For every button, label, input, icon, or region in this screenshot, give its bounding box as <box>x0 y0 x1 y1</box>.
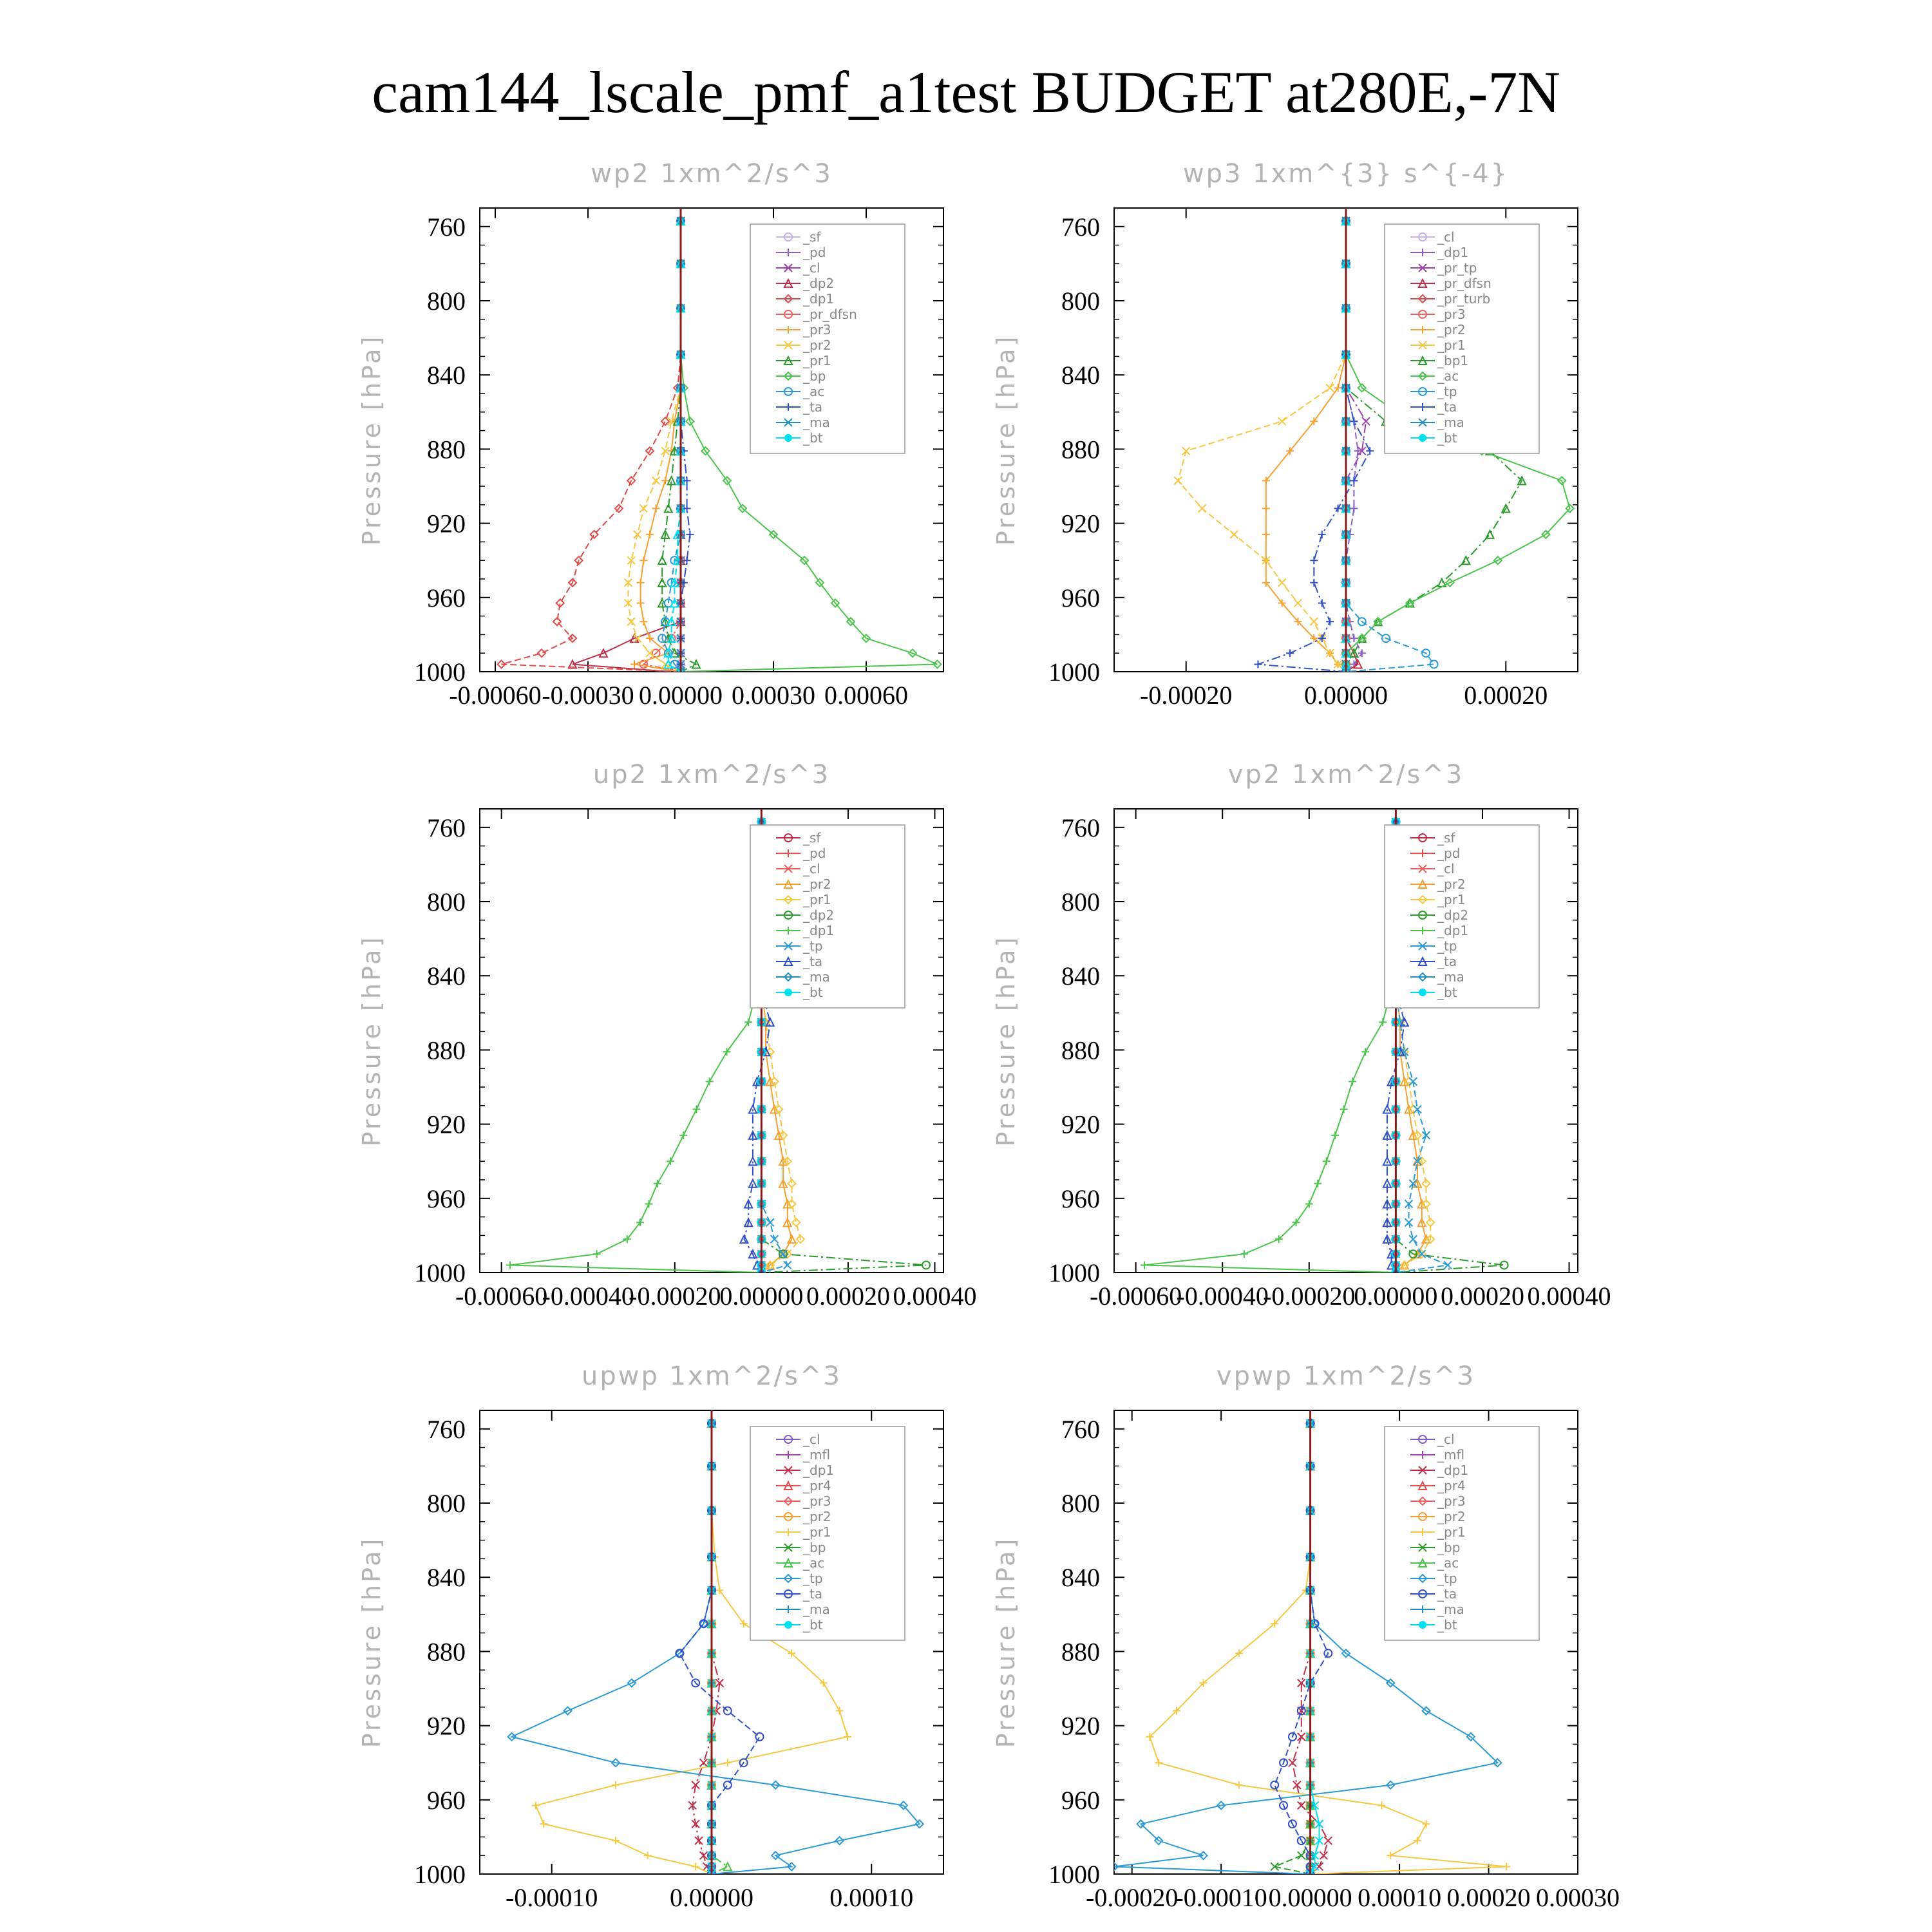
y-tick-label: 800 <box>427 887 466 916</box>
y-tick-label: 800 <box>1061 287 1100 316</box>
series-marker <box>652 505 660 513</box>
series-marker <box>724 1781 732 1789</box>
series-marker <box>755 1733 763 1741</box>
y-tick-label: 1000 <box>414 658 466 687</box>
series-marker <box>593 1250 601 1258</box>
legend-label: _cl <box>803 260 820 276</box>
legend-label: _pr1 <box>803 892 831 907</box>
y-tick-label: 960 <box>1061 1785 1100 1815</box>
series-marker <box>1444 1261 1452 1269</box>
x-tick-label: 0.00020 <box>1446 1883 1531 1912</box>
series-marker <box>1324 1837 1332 1844</box>
series-marker <box>637 599 645 607</box>
series-line-dp1 <box>510 822 761 1273</box>
series-line-pr3 <box>634 221 681 672</box>
series-marker <box>1230 531 1238 538</box>
legend-label: _pr_dfsn <box>803 307 857 322</box>
series-marker <box>692 1106 700 1113</box>
legend-label: _pr2 <box>1437 876 1466 892</box>
series-marker <box>1155 1759 1162 1766</box>
y-tick-label: 960 <box>427 1785 466 1815</box>
series-marker <box>1340 1106 1348 1113</box>
series-marker <box>1334 505 1342 513</box>
series-marker <box>1409 1235 1417 1243</box>
y-axis-label: Pressure [hPa] <box>357 334 386 546</box>
series-marker <box>1366 447 1374 455</box>
figure-title: cam144_lscale_pmf_a1test BUDGET at280E,-7N <box>372 59 1560 125</box>
chart-panel <box>357 760 977 1311</box>
series-marker <box>1361 1048 1369 1056</box>
legend-label: _ta <box>1437 399 1457 415</box>
legend-label: _ac <box>803 384 825 399</box>
x-tick-label: 0.00000 <box>639 681 723 710</box>
legend-label: _tp <box>1437 1571 1457 1586</box>
series-marker <box>706 1077 714 1085</box>
legend-label: _cl <box>1437 229 1455 245</box>
x-tick-label: 0.00000 <box>1354 1282 1438 1311</box>
x-tick-label: -0.00020 <box>1140 681 1233 710</box>
y-tick-label: 880 <box>427 435 466 464</box>
y-tick-label: 920 <box>427 1110 466 1139</box>
chart-panel <box>357 1361 943 1912</box>
y-tick-label: 880 <box>1061 1637 1100 1667</box>
series-marker <box>692 1862 699 1870</box>
y-tick-label: 920 <box>427 1711 466 1741</box>
series-marker <box>1383 1157 1391 1165</box>
legend-label: _cl <box>1437 861 1455 876</box>
series-marker <box>1294 599 1302 607</box>
series-marker <box>1305 1200 1313 1208</box>
legend-label: _ma <box>1437 969 1464 985</box>
y-tick-label: 1000 <box>414 1258 466 1287</box>
series-marker <box>667 1157 674 1165</box>
legend-label: _ma <box>803 415 830 430</box>
panel-title: vp2 1xm^2/s^3 <box>1227 760 1464 790</box>
y-tick-label: 800 <box>427 287 466 316</box>
legend-label: _pd <box>803 245 826 260</box>
y-tick-label: 840 <box>1061 1563 1100 1593</box>
legend-label: _ma <box>1437 415 1464 430</box>
series-marker <box>532 1801 540 1809</box>
legend-label: _pr2 <box>1437 1509 1466 1524</box>
x-tick-label: -0.00020 <box>1263 1282 1356 1311</box>
legend-label: _bp1 <box>1437 353 1469 368</box>
series-marker <box>771 1235 779 1243</box>
series-marker <box>1326 384 1334 392</box>
y-axis-label: Pressure [hPa] <box>357 1536 386 1748</box>
series-marker <box>784 1261 791 1269</box>
x-tick-label: 0.00030 <box>732 681 815 710</box>
series-marker <box>1314 1180 1321 1188</box>
legend-label: _pr2 <box>803 337 831 353</box>
legend-label: _bp <box>1437 1540 1461 1555</box>
y-tick-label: 880 <box>1061 435 1100 464</box>
x-tick-label: -0.00040 <box>1176 1282 1269 1311</box>
legend-label: _ta <box>1437 954 1457 969</box>
series-marker <box>724 1759 732 1766</box>
x-tick-label: 0.00020 <box>1440 1282 1524 1311</box>
x-tick-label: 0.00020 <box>1464 681 1548 710</box>
legend-label: _pr3 <box>1437 1493 1466 1509</box>
y-tick-label: 1000 <box>1048 1860 1100 1889</box>
legend-label: _bt <box>803 1617 823 1633</box>
y-axis-label: Pressure [hPa] <box>357 934 386 1147</box>
legend-label: _bt <box>803 985 823 1000</box>
y-tick-label: 920 <box>1061 509 1100 538</box>
series-marker <box>1350 634 1358 642</box>
series-marker <box>1318 599 1326 607</box>
y-tick-label: 760 <box>427 212 466 242</box>
legend-label: _ac <box>1437 368 1459 384</box>
series-line-ta <box>1258 221 1370 672</box>
legend-label: _cl <box>803 861 820 876</box>
legend-label: _bp <box>803 1540 826 1555</box>
series-marker <box>1271 1781 1278 1789</box>
legend-label: _mfl <box>1437 1447 1465 1463</box>
legend-label: _tp <box>1437 938 1457 954</box>
legend-label: _ma <box>803 1602 830 1617</box>
x-tick-label: 0.00060 <box>824 681 908 710</box>
legend-label: _sf <box>803 830 821 846</box>
series-marker <box>645 1200 652 1208</box>
series-marker <box>1262 531 1270 538</box>
series-marker <box>1486 531 1493 538</box>
y-tick-label: 760 <box>1061 1414 1100 1444</box>
legend-label: _dp1 <box>803 291 835 307</box>
series-marker <box>1174 477 1182 484</box>
legend-label: _pr1 <box>803 1524 831 1540</box>
series-marker <box>766 1218 774 1226</box>
x-tick-label: 0.00040 <box>893 1282 977 1311</box>
y-tick-label: 800 <box>427 1489 466 1518</box>
y-tick-label: 880 <box>1061 1036 1100 1065</box>
y-tick-label: 760 <box>1061 813 1100 842</box>
series-marker <box>1240 1250 1248 1258</box>
panel-title: up2 1xm^2/s^3 <box>592 760 831 790</box>
series-marker <box>1414 1837 1421 1844</box>
x-tick-label: -0.00040 <box>542 1282 634 1311</box>
series-marker <box>654 1180 661 1188</box>
y-tick-label: 960 <box>1061 583 1100 612</box>
panel-title: upwp 1xm^2/s^3 <box>582 1361 842 1391</box>
legend-label: _dp2 <box>803 276 835 291</box>
legend-label: _cl <box>803 1432 820 1447</box>
x-tick-label: 0.00000 <box>1268 1883 1352 1912</box>
series-marker <box>612 1837 620 1844</box>
series-marker <box>1378 1801 1385 1809</box>
x-tick-label: 0.00010 <box>829 1883 914 1912</box>
series-marker <box>612 1781 620 1789</box>
y-tick-label: 840 <box>1061 961 1100 991</box>
legend-marker <box>1419 989 1426 996</box>
legend-label: _ta <box>803 954 823 969</box>
legend-label: _ma <box>1437 1602 1464 1617</box>
legend-marker <box>1419 434 1426 442</box>
series-marker <box>644 1852 652 1859</box>
y-tick-label: 1000 <box>1048 1258 1100 1287</box>
x-tick-label: -0.00060 <box>1089 1282 1182 1311</box>
series-marker <box>1323 1157 1331 1165</box>
series-marker <box>1141 1261 1148 1269</box>
series-marker <box>1262 505 1270 513</box>
legend-label: _dp1 <box>1437 923 1469 938</box>
legend-label: _bt <box>1437 985 1457 1000</box>
legend-label: _bt <box>803 430 823 446</box>
series-marker <box>724 1862 732 1870</box>
series-marker <box>686 531 694 538</box>
chart-panel <box>992 760 1611 1311</box>
legend-label: _tp <box>1437 384 1457 399</box>
legend-label: _pr3 <box>803 322 831 337</box>
legend-label: _ac <box>1437 1555 1459 1571</box>
series-marker <box>1331 1132 1339 1139</box>
series-marker <box>1235 1781 1243 1789</box>
series-marker <box>506 1261 514 1269</box>
legend-label: _ta <box>1437 1586 1457 1602</box>
legend-label: _pr_tp <box>1437 260 1477 276</box>
x-tick-label: 0.00020 <box>806 1282 890 1311</box>
series-marker <box>1310 556 1318 564</box>
x-tick-label: 0.00040 <box>1527 1282 1611 1311</box>
y-axis-label: Pressure [hPa] <box>992 1536 1020 1748</box>
legend-label: _pr3 <box>803 1493 831 1509</box>
y-tick-label: 800 <box>1061 1489 1100 1518</box>
y-tick-label: 800 <box>1061 887 1100 916</box>
legend-label: _pr_turb <box>1437 291 1491 307</box>
x-tick-label: -0.00060 <box>455 1282 548 1311</box>
x-tick-label: 0.00010 <box>1358 1883 1442 1912</box>
series-marker <box>1289 1759 1296 1766</box>
series-line-dp1 <box>502 221 681 672</box>
legend-label: _sf <box>1437 830 1455 846</box>
legend-marker <box>784 434 792 442</box>
series-marker <box>1198 505 1206 513</box>
series-marker <box>652 477 660 484</box>
legend-marker <box>1419 1621 1426 1629</box>
legend-label: _pr2 <box>803 1509 831 1524</box>
y-tick-label: 920 <box>1061 1711 1100 1741</box>
chart-panel <box>992 1361 1620 1912</box>
series-marker <box>1405 1218 1413 1226</box>
y-tick-label: 960 <box>1061 1184 1100 1213</box>
x-tick-label: 0.00000 <box>1304 681 1388 710</box>
y-tick-label: 840 <box>427 1563 466 1593</box>
y-tick-label: 840 <box>427 961 466 991</box>
series-marker <box>1254 660 1262 668</box>
y-tick-label: 880 <box>427 1036 466 1065</box>
legend-label: _pr1 <box>1437 337 1466 353</box>
series-marker <box>1315 1862 1323 1870</box>
chart-panel <box>992 159 1578 710</box>
panel-title: wp2 1xm^2/s^3 <box>591 159 833 189</box>
series-marker <box>679 1132 687 1139</box>
series-marker <box>700 1852 708 1859</box>
series-marker <box>1278 579 1286 587</box>
y-tick-label: 760 <box>427 813 466 842</box>
legend-label: _ac <box>803 1555 825 1571</box>
series-marker <box>1310 579 1318 587</box>
series-line-pr2 <box>1266 221 1346 672</box>
legend-label: _pr1 <box>803 353 831 368</box>
legend-label: _dp1 <box>1437 1463 1469 1478</box>
y-tick-label: 840 <box>427 361 466 390</box>
x-tick-label: -0.00060 <box>449 681 542 710</box>
legend-label: _sf <box>803 229 821 245</box>
series-line-pr2 <box>628 221 681 672</box>
legend-label: _pd <box>803 846 826 861</box>
series-marker <box>1379 1018 1387 1026</box>
legend-label: _dp2 <box>803 907 835 923</box>
legend-label: _dp1 <box>803 1463 835 1478</box>
series-marker <box>1286 649 1294 657</box>
legend-label: _cl <box>1437 1432 1455 1447</box>
y-tick-label: 880 <box>427 1637 466 1667</box>
legend-marker <box>784 989 792 996</box>
series-marker <box>1278 417 1286 425</box>
legend-label: _pr2 <box>1437 322 1466 337</box>
series-marker <box>1349 1077 1356 1085</box>
legend-label: _tp <box>803 1571 823 1586</box>
legend-label: _pd <box>1437 846 1461 861</box>
series-marker <box>630 660 638 668</box>
legend-label: _pr3 <box>1437 307 1466 322</box>
legend-label: _pr2 <box>803 876 831 892</box>
series-marker <box>749 1157 757 1165</box>
legend-label: _pr1 <box>1437 892 1466 907</box>
x-tick-label: -0.00010 <box>1175 1883 1267 1912</box>
series-marker <box>1422 1132 1430 1139</box>
legend-label: _pr4 <box>1437 1478 1466 1493</box>
series-marker <box>1326 618 1334 625</box>
series-marker <box>1310 618 1318 625</box>
y-tick-label: 840 <box>1061 361 1100 390</box>
panel-title: vpwp 1xm^2/s^3 <box>1216 1361 1476 1391</box>
x-tick-label: 0.00030 <box>1536 1883 1620 1912</box>
legend-label: _ta <box>803 399 823 415</box>
series-marker <box>538 649 545 657</box>
y-tick-label: 1000 <box>414 1860 466 1889</box>
series-marker <box>637 579 645 587</box>
x-tick-label: -0.00010 <box>506 1883 598 1912</box>
legend-label: _dp1 <box>1437 245 1469 260</box>
series-marker <box>1502 1862 1510 1870</box>
series-marker <box>836 1707 844 1715</box>
series-marker <box>639 618 647 625</box>
y-tick-label: 760 <box>427 1414 466 1444</box>
series-marker <box>1320 1852 1327 1859</box>
y-tick-label: 960 <box>427 583 466 612</box>
series-marker <box>1387 1852 1394 1859</box>
x-tick-label: -0.00020 <box>629 1282 721 1311</box>
series-marker <box>1414 1106 1421 1113</box>
legend-label: _bp <box>803 368 826 384</box>
y-tick-label: 760 <box>1061 212 1100 242</box>
legend-label: _pr4 <box>803 1478 831 1493</box>
chart-panel <box>357 159 943 710</box>
series-marker <box>1318 531 1326 538</box>
panel-title: wp3 1xm^{3} s^{-4} <box>1182 159 1510 189</box>
legend-label: _dp1 <box>803 923 835 938</box>
series-marker <box>1182 447 1190 455</box>
series-marker <box>1350 477 1358 484</box>
legend-label: _dp2 <box>1437 907 1469 923</box>
series-marker <box>700 1759 708 1766</box>
y-tick-label: 960 <box>427 1184 466 1213</box>
series-marker <box>1298 1852 1305 1859</box>
y-axis-label: Pressure [hPa] <box>992 934 1020 1147</box>
y-tick-label: 920 <box>427 509 466 538</box>
series-marker <box>1350 417 1358 425</box>
y-tick-label: 1000 <box>1048 658 1100 687</box>
y-axis-label: Pressure [hPa] <box>992 334 1020 546</box>
legend-label: _pr_dfsn <box>1437 276 1492 291</box>
legend-label: _ta <box>803 1586 823 1602</box>
series-marker <box>1350 505 1358 513</box>
series-line-ta <box>1274 1423 1328 1874</box>
legend-label: _bt <box>1437 1617 1457 1633</box>
legend-label: _mfl <box>803 1447 831 1463</box>
series-line-dp1 <box>1144 822 1396 1273</box>
x-tick-label: -0.00020 <box>1086 1883 1179 1912</box>
x-tick-label: -0.00030 <box>542 681 634 710</box>
series-marker <box>1298 1733 1305 1741</box>
legend-label: _pr1 <box>1437 1524 1466 1540</box>
legend-label: _bt <box>1437 430 1457 446</box>
legend-label: _tp <box>803 938 823 954</box>
x-tick-label: 0.00000 <box>719 1282 804 1311</box>
legend-label: _ma <box>803 969 830 985</box>
series-marker <box>540 1820 547 1828</box>
series-marker <box>1362 417 1370 425</box>
series-marker <box>1423 1820 1430 1828</box>
series-marker <box>646 531 654 538</box>
y-tick-label: 920 <box>1061 1110 1100 1139</box>
legend-marker <box>784 1621 792 1629</box>
series-marker <box>639 556 647 564</box>
x-tick-label: 0.00000 <box>670 1883 753 1912</box>
series-marker <box>844 1733 851 1741</box>
series-line-pr1 <box>1178 221 1346 672</box>
